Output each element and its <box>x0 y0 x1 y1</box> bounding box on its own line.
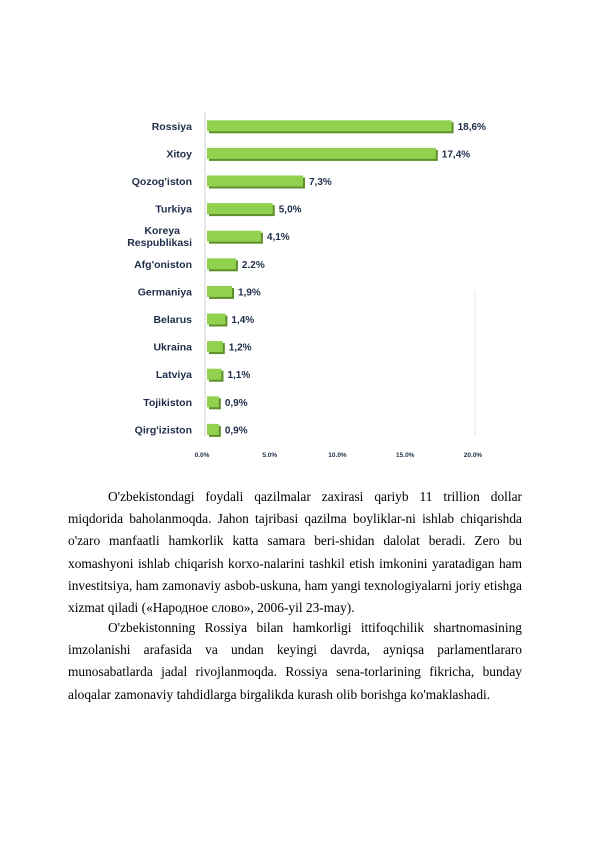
bar <box>207 396 219 407</box>
category-label: Afg'oniston <box>134 258 192 271</box>
category-label: Koreya Respublikasi <box>127 225 192 250</box>
tick-label: 15.0% <box>396 452 415 459</box>
category-label: Qozog'iston <box>131 176 192 188</box>
value-label: 4,1% <box>266 232 290 244</box>
category-label: Belarus <box>153 314 192 326</box>
tick-label: 10.0% <box>328 452 347 459</box>
category-label: Rossiya <box>151 120 192 133</box>
paragraph-text: O'zbekistonning Rossiya bilan hamkorligi ittifoqchilik shartnomasining imzolanishi arafasida va undan keyingi davrda, ayniqsa parlamentlararo munosabatlarda jadal rivojlanmoqda. Rossiya sena-torlarining fikricha, bunday aloqalar zamonaviy tahdidlarga birgalikda kurash olib borishga ko'maklashadi. <box>68 620 522 702</box>
value-label: 5,0% <box>278 204 302 216</box>
value-label: 1,2% <box>228 342 252 354</box>
bar-chart <box>110 100 490 460</box>
bar <box>207 258 236 269</box>
category-label: Qirg'iziston <box>134 424 192 437</box>
bar <box>207 176 303 187</box>
value-label: 0,9% <box>224 397 248 409</box>
bar <box>207 203 273 214</box>
category-label: Latviya <box>155 369 192 382</box>
category-label: Turkiya <box>155 203 192 216</box>
tick-label: 20.0% <box>463 452 483 459</box>
value-label: 2.2% <box>241 259 265 271</box>
category-label: Ukraina <box>153 341 192 354</box>
category-label: Xitoy <box>166 148 192 161</box>
value-label: 17,4% <box>441 149 471 161</box>
bar <box>207 120 452 131</box>
value-label: 1,1% <box>227 370 251 382</box>
value-label: 0,9% <box>224 425 248 437</box>
bar <box>207 369 221 380</box>
category-label: Tojikiston <box>143 396 192 409</box>
value-label: 18,6% <box>457 121 486 133</box>
bar <box>207 286 232 297</box>
bar <box>207 341 223 352</box>
bar <box>207 148 436 159</box>
bar <box>207 314 225 325</box>
tick-label: 5.0% <box>262 452 278 459</box>
value-label: 1,9% <box>237 287 261 299</box>
bar <box>207 231 261 242</box>
value-label: 7,3% <box>308 177 332 188</box>
value-label: 1,4% <box>231 315 255 326</box>
tick-label: 0.0% <box>194 452 210 459</box>
paragraph-1 <box>68 486 522 619</box>
paragraph-text: O'zbekistondagi foydali qazilmalar zaxirasi qariyb 11 trillion dollar miqdorida baholanmoqda. Jahon tajribasi qazilma boyliklar-ni ishlab chiqarishda o'zaro manfaatli hamkorlik katta samara beri-shidan dalolat beradi. Zero bu xomashyoni ishlab chiqarish korxo-nalarini tashkil etish imkonini yaratadigan ham investitsiya, ham zamonaviy asbob-uskuna, ham yangi texnologiyalarni joriy etishga xizmat qiladi («Народное слово», 2006-yil 23-may). <box>68 489 522 616</box>
bar <box>207 424 219 435</box>
category-label: Germaniya <box>137 286 192 299</box>
paragraph-2 <box>68 617 522 706</box>
